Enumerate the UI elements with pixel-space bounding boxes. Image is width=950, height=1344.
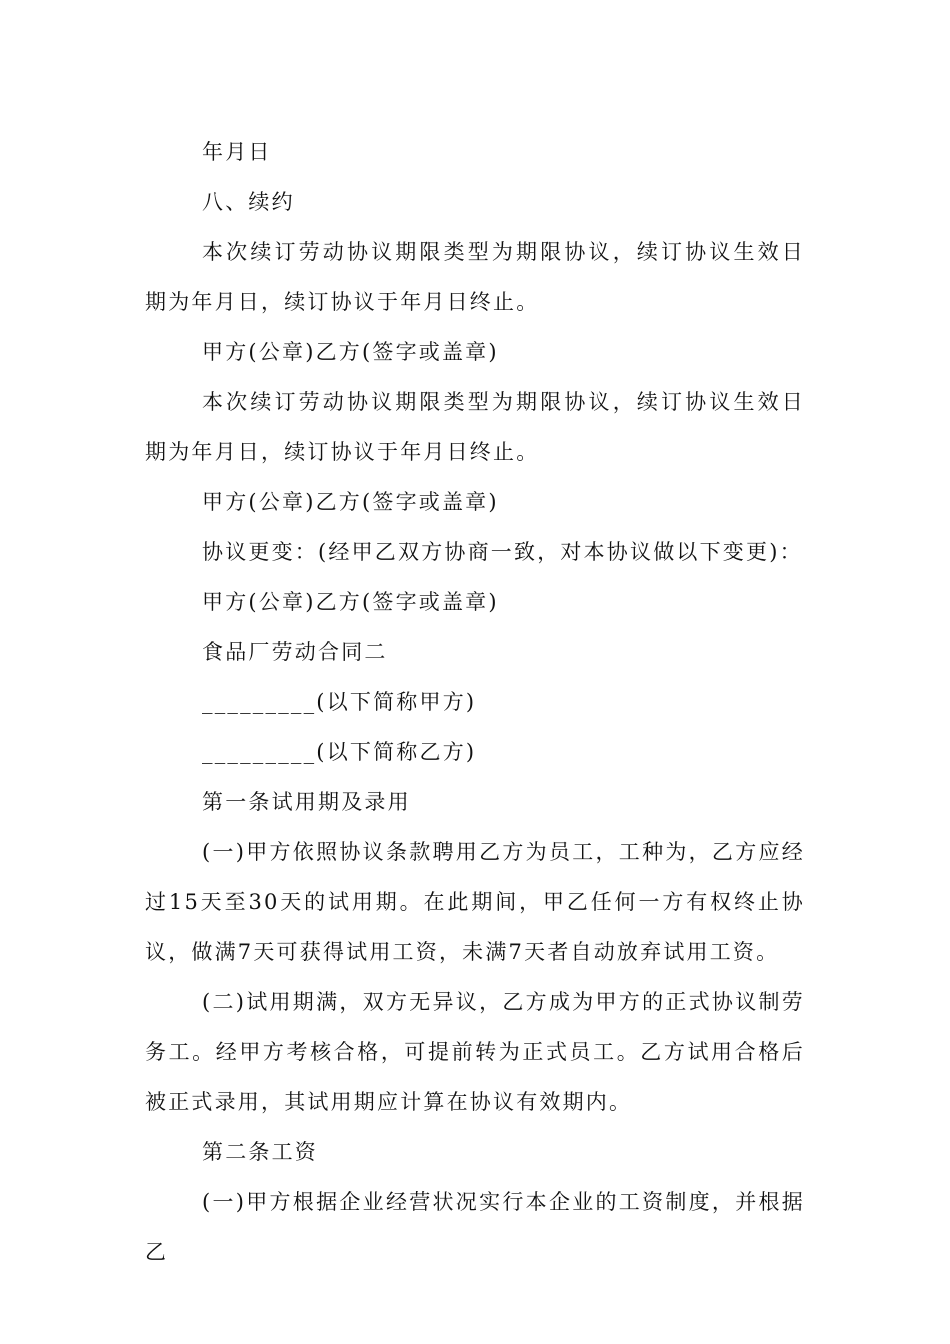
paragraph-agreement-change: 协议更变：(经甲乙双方协商一致，对本协议做以下变更)： bbox=[202, 540, 803, 564]
document-body bbox=[145, 127, 805, 1277]
article-2-heading: 第二条工资 bbox=[202, 1140, 318, 1164]
signature-line: 甲方(公章)乙方(签字或盖章) bbox=[202, 590, 499, 614]
paragraph-date: 年月日 bbox=[202, 140, 272, 164]
article-2-clause-1: (一)甲方根据企业经营状况实行本企业的工资制度，并根据乙 bbox=[145, 1190, 805, 1264]
signature-line: 甲方(公章)乙方(签字或盖章) bbox=[202, 490, 499, 514]
article-1-heading: 第一条试用期及录用 bbox=[202, 790, 411, 814]
party-a-line: _________(以下简称甲方) bbox=[202, 690, 477, 714]
article-1-clause-1: (一)甲方依照协议条款聘用乙方为员工，工种为，乙方应经过15天至30天的试用期。在此期间，甲乙任何一方有权终止协议，做满7天可获得试用工资，未满7天者自动放弃试用工资。 bbox=[145, 840, 805, 964]
paragraph-renewal-terms: 本次续订劳动协议期限类型为期限协议，续订协议生效日期为年月日，续订协议于年月日终止。 bbox=[145, 390, 805, 464]
party-b-line: _________(以下简称乙方) bbox=[202, 740, 477, 764]
heading-renewal: 八、续约 bbox=[202, 190, 295, 214]
paragraph-renewal-terms: 本次续订劳动协议期限类型为期限协议，续订协议生效日期为年月日，续订协议于年月日终止。 bbox=[145, 240, 805, 314]
contract-title: 食品厂劳动合同二 bbox=[202, 640, 388, 664]
signature-line: 甲方(公章)乙方(签字或盖章) bbox=[202, 340, 499, 364]
article-1-clause-2: (二)试用期满，双方无异议，乙方成为甲方的正式协议制劳务工。经甲方考核合格，可提前转为正式员工。乙方试用合格后被正式录用，其试用期应计算在协议有效期内。 bbox=[145, 990, 805, 1114]
